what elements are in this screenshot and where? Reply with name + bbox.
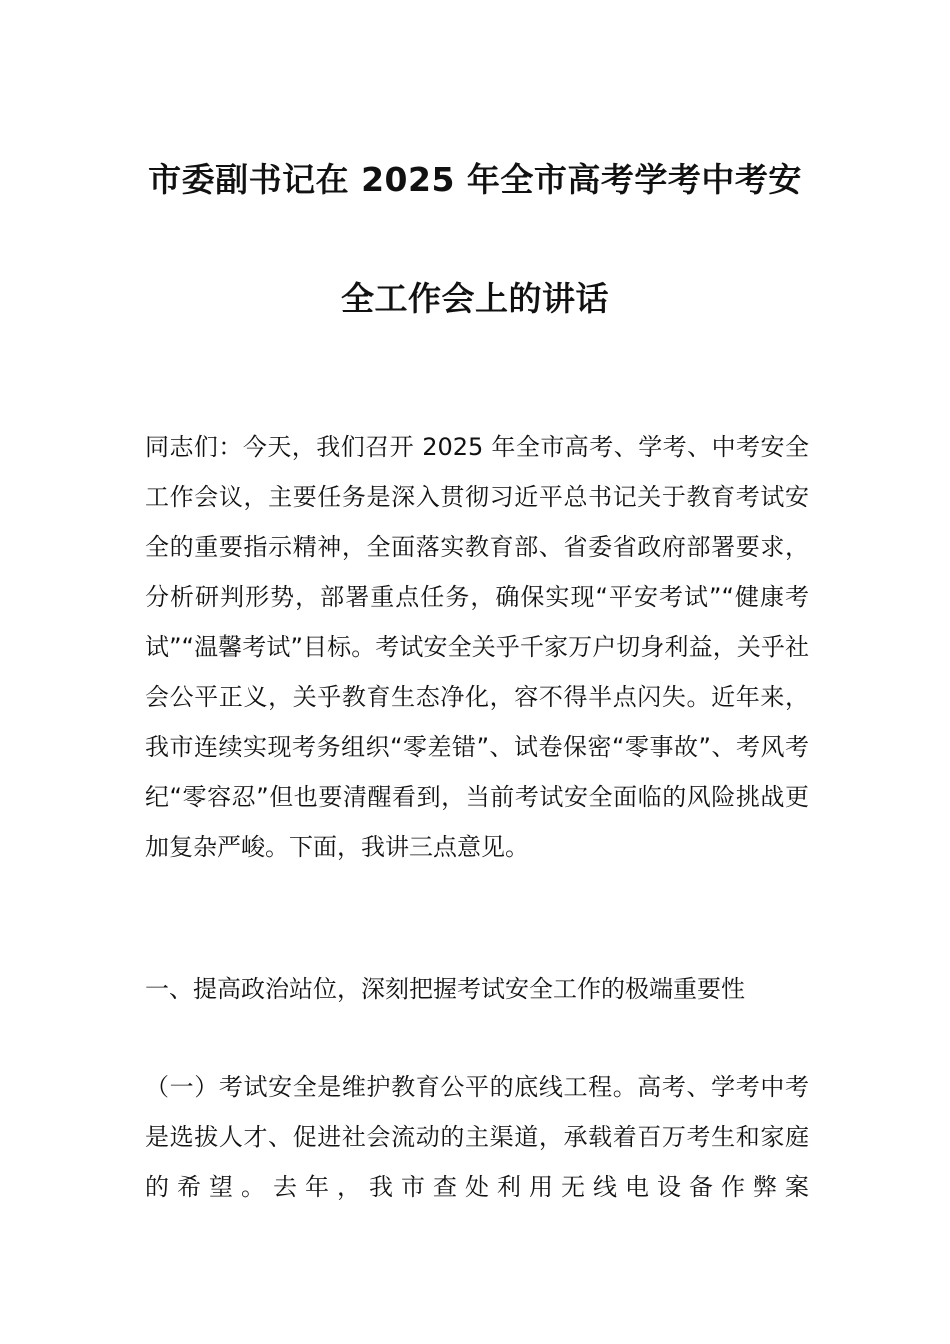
intro-paragraph: 同志们：今天，我们召开 2025 年全市高考、学考、中考安全工作会议，主要任务是深入贯彻习近平总书记关于教育考试安全的重要指示精神，全面落实教育部、省委省政府部署要求，分析研判形势，部署重点任务，确保实现“平安考试”“健康考试”“温馨考试”目标。考试安全关乎千家万户切身利益，关乎社会公平正义，关乎教育生态净化，容不得半点闪失。近年来，我市连续实现考务组织“零差错”、试卷保密“零事故”、考风考纪“零容忍”但也要清醒看到，当前考试安全面临的风险挑战更加复杂严峻。下面，我讲三点意见。 [145, 433, 809, 861]
document-title-line-2: 全工作会上的讲话 [341, 279, 609, 318]
section-1-heading: 一、提高政治站位，深刻把握考试安全工作的极端重要性 [145, 975, 745, 1003]
section-1-subsection-1: （一）考试安全是维护教育公平的底线工程。高考、学考中考是选拔人才、促进社会流动的主渠道，承载着百万考生和家庭的希望。去年，我市查处利用无线电设备作弊案 [145, 1073, 809, 1201]
document-title-line-1: 市委副书记在 2025 年全市高考学考中考安 [148, 160, 802, 199]
